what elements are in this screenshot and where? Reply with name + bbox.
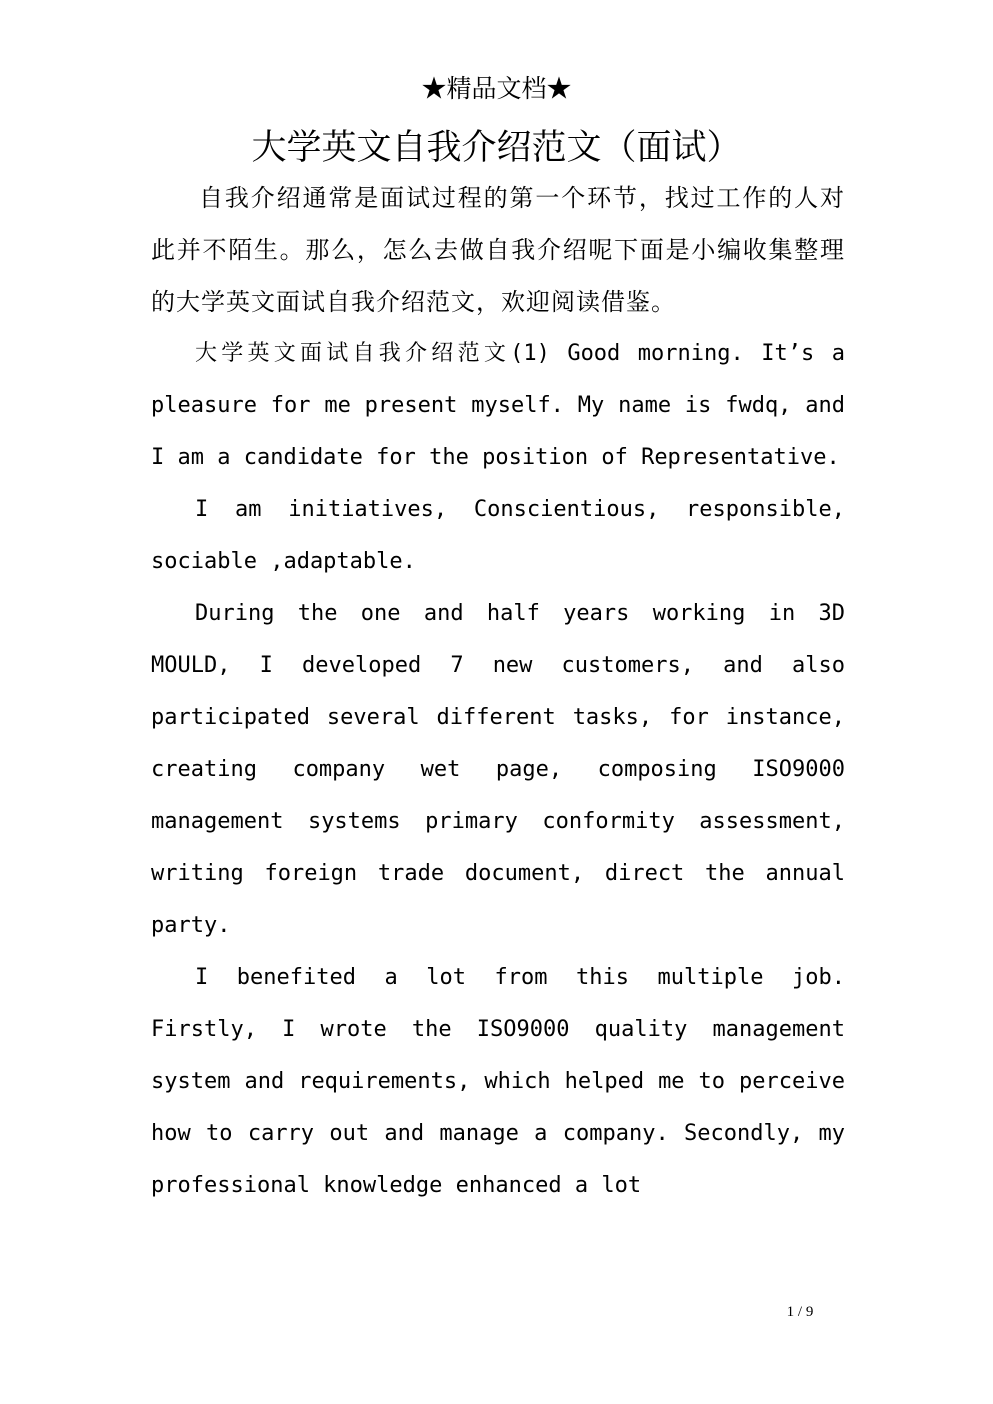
paragraph-3: During the one and half years working in 3D MOULD, I developed 7 new customers, and also participated several different tasks, for instance, creating company wet page, composing ISO9000 management systems primary conformity assessment, writing foreign trade document, direct the annual party. [151, 601, 845, 938]
paragraph-4: I benefited a lot from this multiple job. Firstly, I wrote the ISO9000 quality management system and requirements, which helped me to perceive how to carry out and manage a company. Secondly, my professional knowledge enhanced a lot [151, 965, 845, 1198]
document-header: ★精品文档★ [421, 74, 572, 103]
paragraph-1: 大学英文面试自我介绍范文(1) Good morning. It’s a pleasure for me present myself. My name is fwdq, and I am a candidate for the position of Representative. [151, 341, 845, 470]
page-number: 1 / 9 [786, 1304, 814, 1320]
paragraph-2: I am initiatives, Conscientious, responsible, sociable ,adaptable. [151, 497, 845, 574]
document-body [151, 172, 845, 1212]
paragraph-intro: 自我介绍通常是面试过程的第一个环节，找过工作的人对此并不陌生。那么，怎么去做自我介绍呢下面是小编收集整理的大学英文面试自我介绍范文，欢迎阅读借鉴。 [151, 184, 845, 316]
document-title: 大学英文自我介绍范文（面试） [251, 128, 742, 168]
